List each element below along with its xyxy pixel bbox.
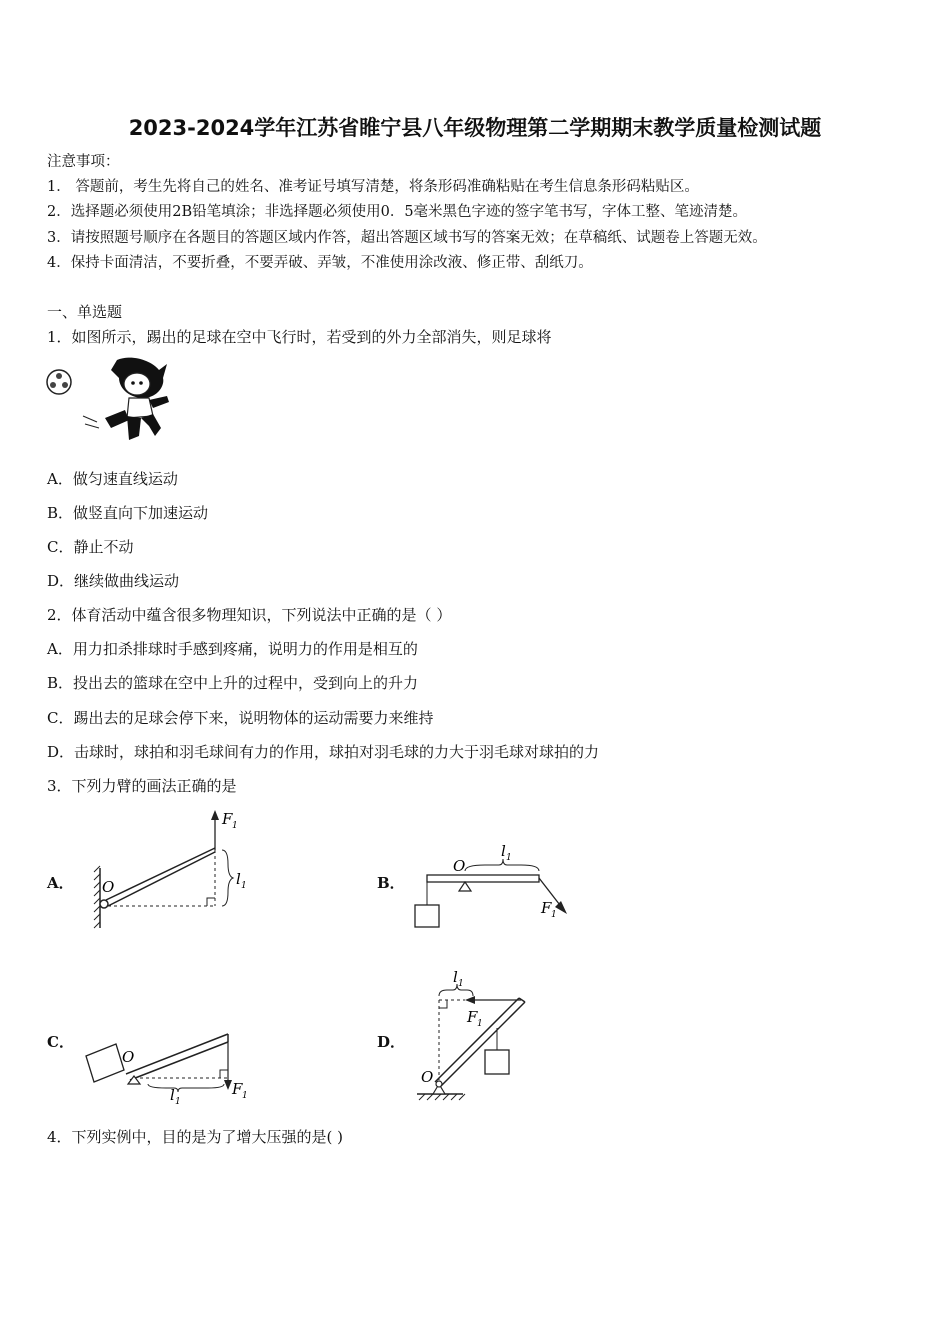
notice-item: 2．选择题必须使用2B铅笔填涂；非选择题必须使用0．5毫米黑色字迹的签字笔书写，字体工整、笔迹清楚。 <box>47 204 748 220</box>
question-1-stem: 1．如图所示，踢出的足球在空中飞行时，若受到的外力全部消失，则足球将 <box>47 328 552 346</box>
question-1-option-d: D．继续做曲线运动 <box>47 572 180 590</box>
notice-item: 1． 答题前，考生先将自己的姓名、准考证号填写清楚，将条形码准确粘贴在考生信息条形码粘贴区。 <box>47 179 699 195</box>
force-subscript: 1 <box>232 821 238 831</box>
question-1-option-b: B．做竖直向下加速运动 <box>47 504 209 522</box>
lever-diagram-a <box>88 808 258 938</box>
arm-subscript: 1 <box>175 1097 181 1107</box>
force-subscript: 1 <box>551 910 557 920</box>
lever-diagram-b <box>405 843 580 933</box>
force-subscript: 1 <box>477 1019 483 1029</box>
arm-subscript: 1 <box>241 881 247 891</box>
kicking-figure-icon <box>83 358 169 440</box>
notice-item: 3．请按照题号顺序在各题目的答题区域内作答，超出答题区域书写的答案无效；在草稿纸、试题卷上答题无效。 <box>47 230 767 246</box>
arm-label: l <box>501 842 506 860</box>
arm-label: l <box>170 1086 175 1104</box>
question-2-option-c: C．踢出去的足球会停下来，说明物体的运动需要力来维持 <box>47 709 434 727</box>
page-title: 2023-2024学年江苏省睢宁县八年级物理第二学期期末教学质量检测试题 <box>128 116 822 140</box>
football-icon <box>47 370 71 394</box>
force-label: F <box>467 1008 478 1026</box>
question-3-label-b: B． <box>377 874 405 892</box>
force-label: F <box>232 1080 243 1098</box>
pivot-label: O <box>453 857 466 875</box>
arm-subscript: 1 <box>458 979 464 989</box>
question-3-label-a: A． <box>47 874 74 892</box>
notice-item: 4．保持卡面清洁，不要折叠，不要弄破、弄皱，不准使用涂改液、修正带、刮纸刀。 <box>47 255 593 271</box>
arm-label: l <box>236 870 241 888</box>
arm-label: l <box>453 968 458 986</box>
force-label: F <box>541 899 552 917</box>
lever-diagram-d <box>405 970 535 1102</box>
question-4-stem: 4．下列实例中，目的是为了增大压强的是( ) <box>47 1128 344 1146</box>
question-3-label-d: D． <box>377 1033 406 1051</box>
pivot-label: O <box>102 878 115 896</box>
question-2-option-b: B．投出去的篮球在空中上升的过程中，受到向上的升力 <box>47 674 419 692</box>
question-3-label-c: C． <box>47 1033 74 1051</box>
force-subscript: 1 <box>242 1091 248 1101</box>
question-1-option-c: C．静止不动 <box>47 538 134 556</box>
lever-diagram-c <box>78 1022 258 1107</box>
force-label: F <box>222 810 233 828</box>
question-1-option-a: A．做匀速直线运动 <box>47 470 178 488</box>
notice-heading: 注意事项： <box>47 154 120 170</box>
question-3-stem: 3．下列力臂的画法正确的是 <box>47 777 237 795</box>
pivot-label: O <box>421 1068 434 1086</box>
q1-illustration <box>45 356 185 448</box>
question-2-stem: 2．体育活动中蕴含很多物理知识，下列说法中正确的是（ ） <box>47 606 452 624</box>
question-2-option-d: D．击球时，球拍和羽毛球间有力的作用，球拍对羽毛球的力大于羽毛球对球拍的力 <box>47 743 600 761</box>
section-heading: 一、单选题 <box>47 303 123 321</box>
arm-subscript: 1 <box>506 853 512 863</box>
pivot-label: O <box>122 1048 135 1066</box>
question-2-option-a: A．用力扣杀排球时手感到疼痛，说明力的作用是相互的 <box>47 640 418 658</box>
